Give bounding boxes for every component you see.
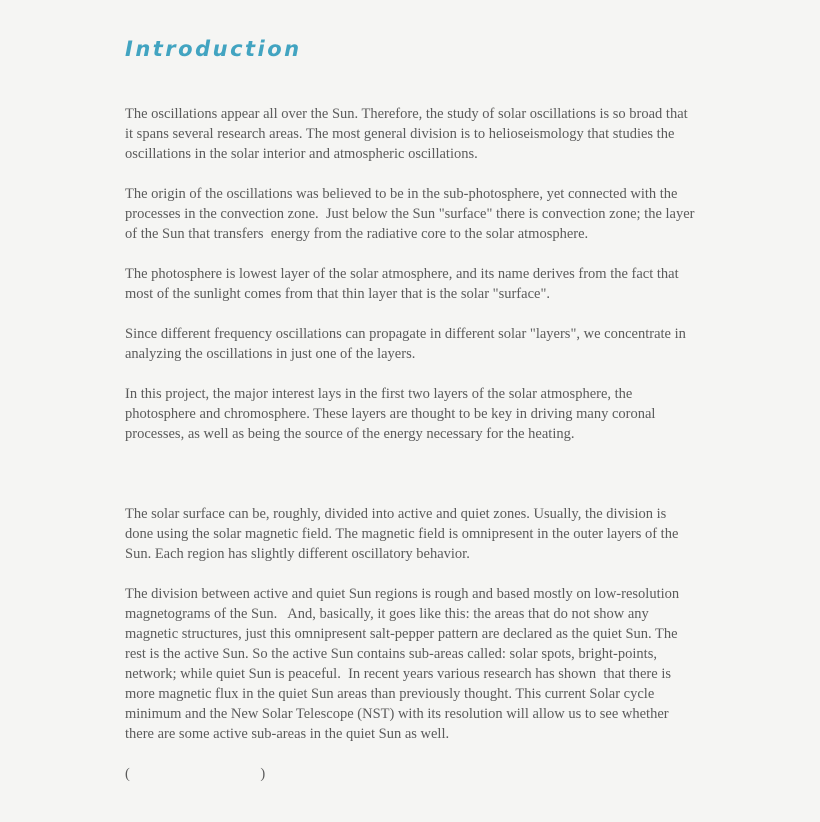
paragraph: ( )	[125, 766, 266, 782]
paragraph: The photosphere is lowest layer of the solar atmosphere, and its name derives from the fact that most of the sunlight comes from that thin layer that is the solar "surface".	[125, 266, 683, 302]
page-title: Introduction	[125, 37, 302, 61]
document-body	[125, 104, 699, 784]
paragraph: The oscillations appear all over the Sun. Therefore, the study of solar oscillations is so broad that it spans several research areas. The most general division is to helioseismology that studies the oscillations in the solar interior and atmospheric oscillations.	[125, 106, 692, 162]
paragraph: In this project, the major interest lays in the first two layers of the solar atmosphere, the photosphere and chromosphere. These layers are thought to be key in driving many coronal processes, as well as being the source of the energy necessary for the heating.	[125, 386, 660, 442]
paragraph: The division between active and quiet Sun regions is rough and based mostly on low-resolution magnetograms of the Sun. And, basically, it goes like this: the areas that do not show any magnetic structures, just this omnipresent salt-pepper pattern are declared as the quiet Sun. The rest is the active Sun. So the active Sun contains sub-areas called: solar spots, bright-points, network; while quiet Sun is peaceful. In recent years various research has shown that there is more magnetic flux in the quiet Sun areas than previously thought. This current Solar cycle minimum and the New Solar Telescope (NST) with its resolution will allow us to see whether there are some active sub-areas in the quiet Sun as well.	[125, 586, 683, 742]
paragraph-spacer	[125, 464, 695, 484]
paragraph: The solar surface can be, roughly, divided into active and quiet zones. Usually, the division is done using the solar magnetic field. The magnetic field is omnipresent in the outer layers of the Sun. Each region has slightly different oscillatory behavior.	[125, 506, 683, 562]
paragraph: The origin of the oscillations was believed to be in the sub-photosphere, yet connected with the processes in the convection zone. Just below the Sun "surface" there is convection zone; the layer of the Sun that transfers energy from the radiative core to the solar atmosphere.	[125, 186, 699, 242]
paragraph: Since different frequency oscillations can propagate in different solar "layers", we concentrate in analyzing the oscillations in just one of the layers.	[125, 326, 690, 362]
